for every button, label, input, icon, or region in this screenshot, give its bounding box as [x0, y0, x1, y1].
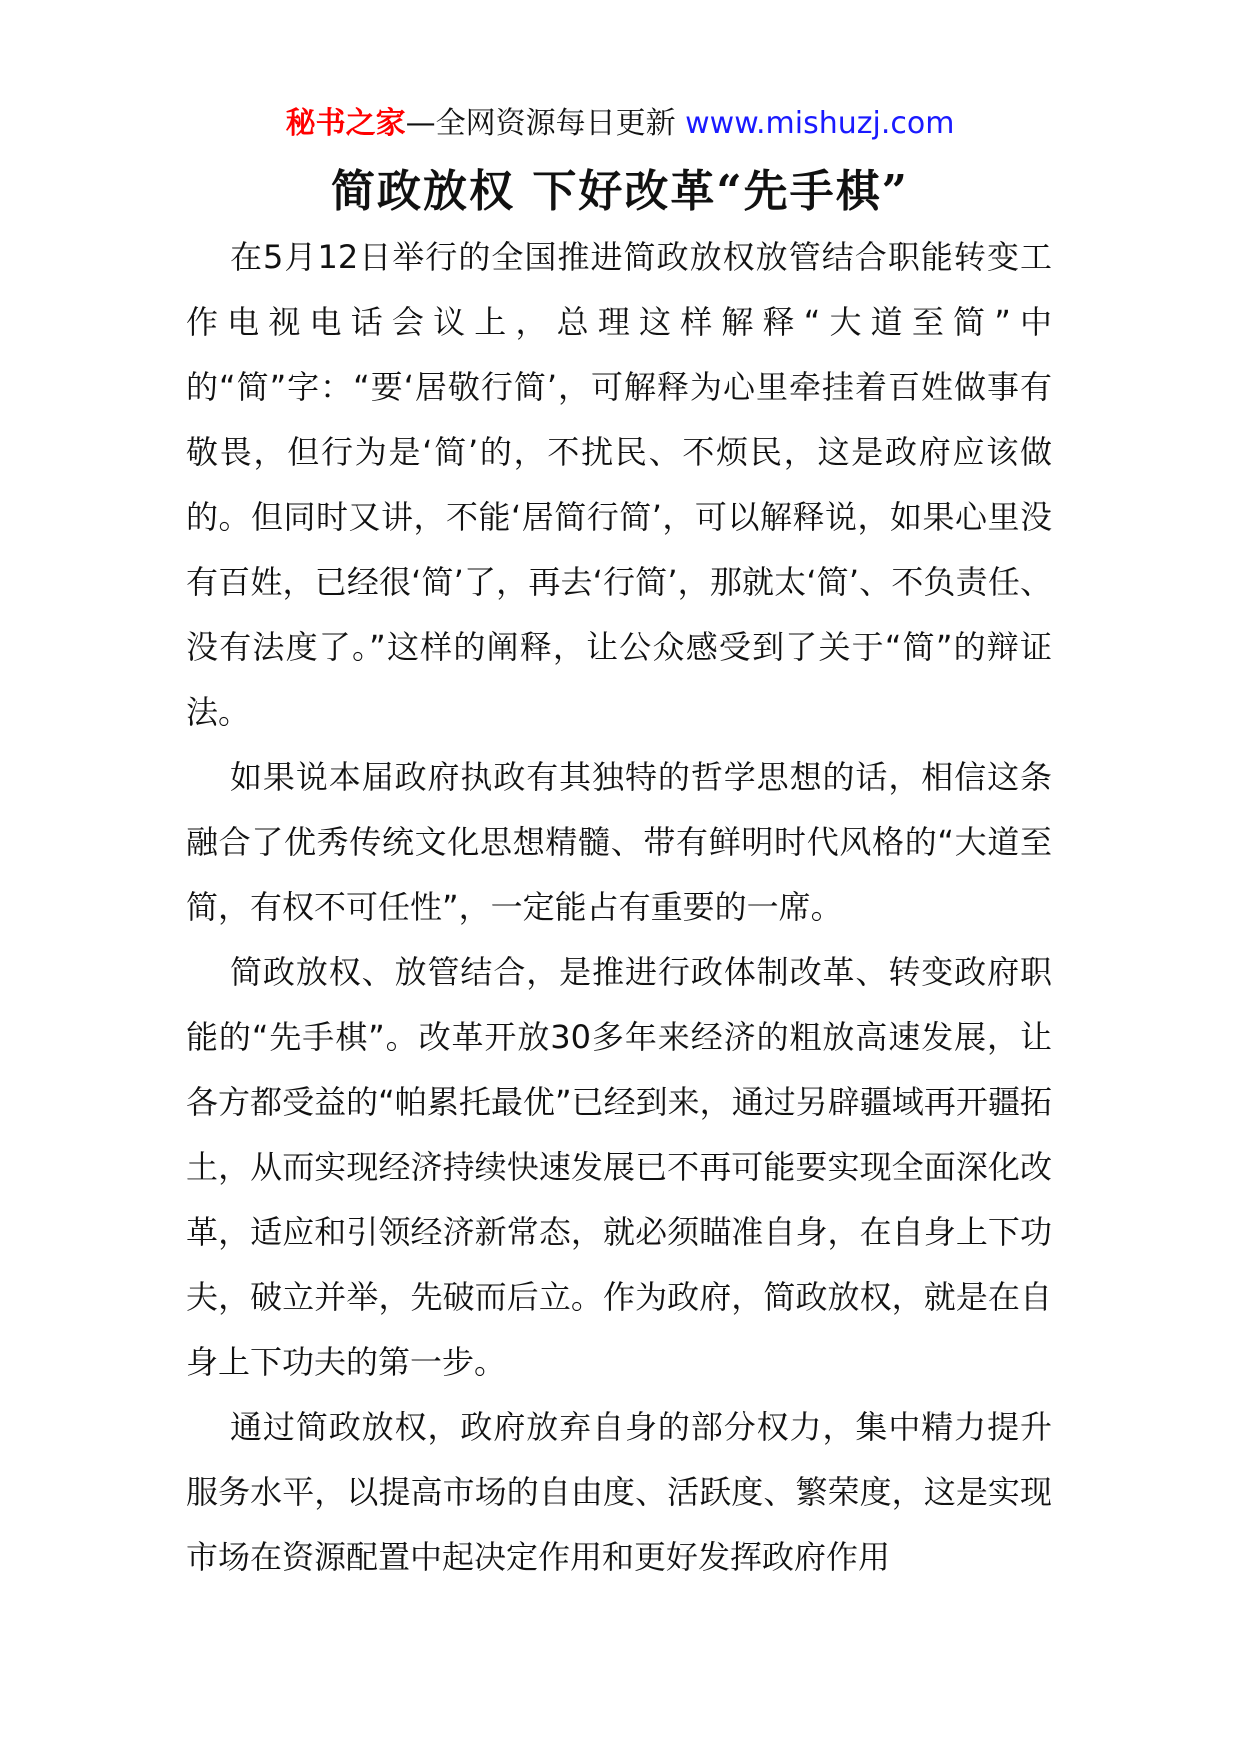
site-tagline: —全网资源每日更新 [405, 106, 676, 141]
article-paragraph-3: 简政放权、放管结合，是推进行政体制改革、转变政府职能的“先手棋”。改革开放30多年来经济的粗放高速发展，让各方都受益的“帕累托最优”已经到来，通过另辟疆域再开疆拓土，从而实现经济持续快速发展已不再可能要实现全面深化改革，适应和引领经济新常态，就必须瞄准自身，在自身上下功夫，破立并举，先破而后立。作为政府，简政放权，就是在自身上下功夫的第一步。 [186, 953, 1052, 1381]
site-header [0, 102, 1240, 146]
article-title: 简政放权 下好改革“先手棋” [331, 166, 909, 217]
article-body [186, 225, 1052, 1590]
article-paragraph-1: 在5月12日举行的全国推进简政放权放管结合职能转变工作电视电话会议上，总理这样解释“大道至简”中的“简”字：“要‘居敬行简’，可解释为心里牵挂着百姓做事有敬畏，但行为是‘简’的，不扰民、不烦民，这是政府应该做的。但同时又讲，不能‘居简行简’，可以解释说，如果心里没有百姓，已经很‘简’了，再去‘行简’，那就太‘简’、不负责任、没有法度了。”这样的阐释，让公众感受到了关于“简”的辩证法。 [186, 238, 1052, 731]
article-paragraph-4: 通过简政放权，政府放弃自身的部分权力，集中精力提升服务水平，以提高市场的自由度、活跃度、繁荣度，这是实现市场在资源配置中起决定作用和更好发挥政府作用 [186, 1408, 1052, 1576]
article-paragraph-2: 如果说本届政府执政有其独特的哲学思想的话，相信这条融合了优秀传统文化思想精髓、带有鲜明时代风格的“大道至简，有权不可任性”，一定能占有重要的一席。 [186, 758, 1052, 926]
site-brand: 秘书之家 [285, 106, 406, 141]
site-url-link[interactable]: www.mishuzj.com [685, 106, 955, 141]
